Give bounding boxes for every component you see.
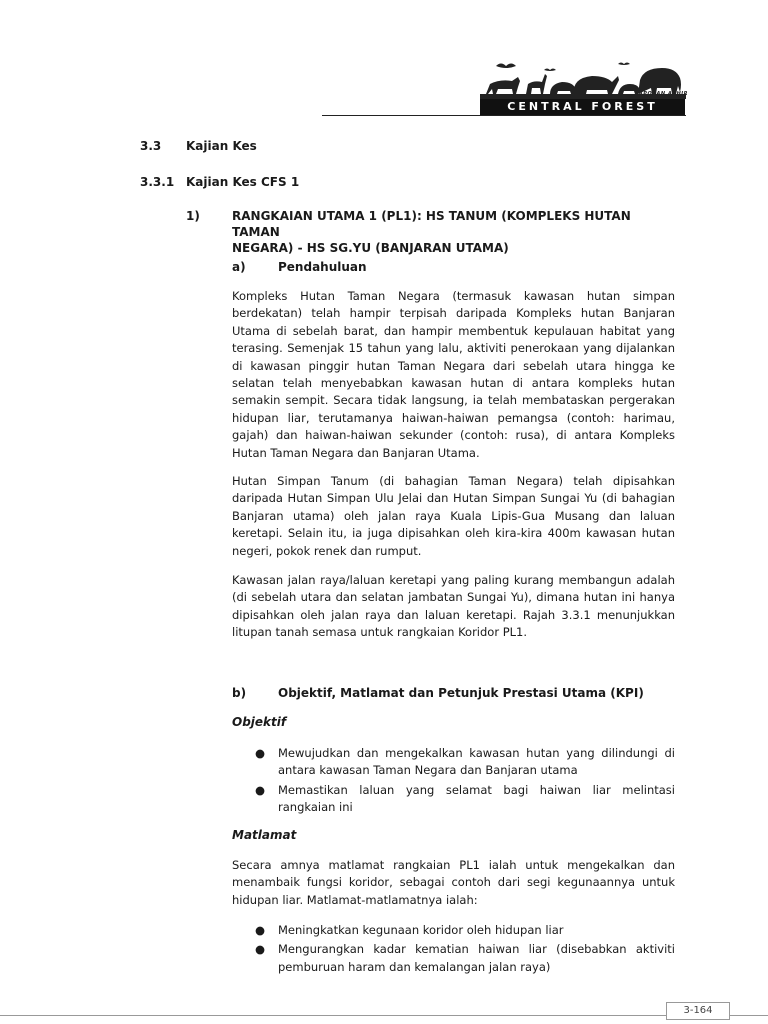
bullet-icon: ● [255,782,266,797]
deer-icon [526,74,547,94]
bird-icon [496,64,516,69]
objektif-label: Objektif [232,715,287,729]
list-item: ● Mengurangkan kadar kematian haiwan liar (disebabkan aktiviti pemburuan haram dan kemalangan jalan raya) [255,942,675,974]
matlamat-label: Matlamat [232,828,297,842]
footer-rule [0,1015,768,1016]
bird-icon [618,63,630,66]
list-item: ● Memastikan laluan yang selamat bagi haiwan liar melintasi rangkaian ini [255,782,675,815]
item-number: 1) [186,209,200,223]
logo-tagline: LAPORAN AKHIR [635,91,688,97]
rhino-icon [574,76,619,94]
list-item: ● Mewujudkan dan mengekalkan kawasan hutan yang dilindungi di antara kawasan Taman Negara dan Banjaran utama [255,746,675,778]
bird-icon [544,69,556,72]
item-title-line1: RANGKAIAN UTAMA 1 (PL1): HS TANUM (KOMPLEKS HUTAN TAMAN [232,209,631,239]
paragraph-matlamat: Secara amnya matlamat rangkaian PL1 ialah untuk mengekalkan dan menambaik fungsi koridor, sebagai contoh dari segi kegunaannya untuk hidupan liar. Matlamat-matlamatnya ialah: [232,858,675,907]
paragraph-intro-3: Kawasan jalan raya/laluan keretapi yang paling kurang membangun adalah (di sebelah utara dan selatan jambatan Sungai Yu), dimana hutan ini hanya dipisahkan oleh jalan raya dan laluan keretapi. Rajah 3.3.1 menunjukkan litupan tanah semasa untuk rangkaian Koridor PL1. [232,573,675,640]
objektif-list [255,745,675,819]
bullet-icon: ● [255,923,266,937]
logo-title: CENTRAL FOREST SPINE [480,99,685,115]
page-number: 3-164 [666,1002,730,1020]
boar-icon [550,82,576,94]
subheading-letter: a) [232,260,246,274]
item-title [232,208,652,256]
matlamat-list [255,922,675,978]
paragraph-intro-2: Hutan Simpan Tanum (di bahagian Taman Negara) telah dipisahkan daripada Hutan Simpan Ulu Jelai dan Hutan Simpan Sungai Yu (di bahagian Banjaran utama) oleh jalan raya Kuala Lipis-Gua Musang dan laluan keretapi. Selain itu, ia juga dipisahkan oleh kira-kira 400m kawasan hutan negeri, pokok renek dan rumput. [232,474,675,558]
tiger-icon [486,77,520,94]
bullet-icon: ● [255,746,266,760]
subsection-number: 3.3.1 [140,175,175,189]
section-title: Kajian Kes [186,139,257,153]
subsection-title: Kajian Kes CFS 1 [186,175,300,189]
subheading-title: Pendahuluan [278,260,367,274]
list-item: ● Meningkatkan kegunaan koridor oleh hidupan liar [255,922,675,939]
subheading-letter: b) [232,686,247,700]
subheading-title: Objektif, Matlamat dan Petunjuk Prestasi Utama (KPI) [278,686,644,700]
paragraph-intro-1: Kompleks Hutan Taman Negara (termasuk kawasan hutan simpan berdekatan) telah hampir terpisah daripada Kompleks hutan Banjaran Utama di sebelah barat, dan hampir membentuk kepulauan habitat yang terasing. Semenjak 15 tahun yang lalu, aktiviti penerokaan yang dijalankan di kawasan pinggir hutan Taman Negara dari sebelah utara hingga ke selatan telah menyebabkan kawasan hutan di antara kompleks hutan semakin sempit. Secara tidak langsung, ia telah membataskan pergerakan hidupan liar, terutamanya haiwan-haiwan pemangsa (contoh: harimau, gajah) dan haiwan-haiwan sekunder (contoh: rusa), di antara Kompleks Hutan Taman Negara dan Banjaran Utama. [232,289,675,460]
item-title-line2: NEGARA) - HS SG.YU (BANJARAN UTAMA) [232,241,509,255]
bullet-icon: ● [255,942,266,957]
section-number: 3.3 [140,139,162,153]
